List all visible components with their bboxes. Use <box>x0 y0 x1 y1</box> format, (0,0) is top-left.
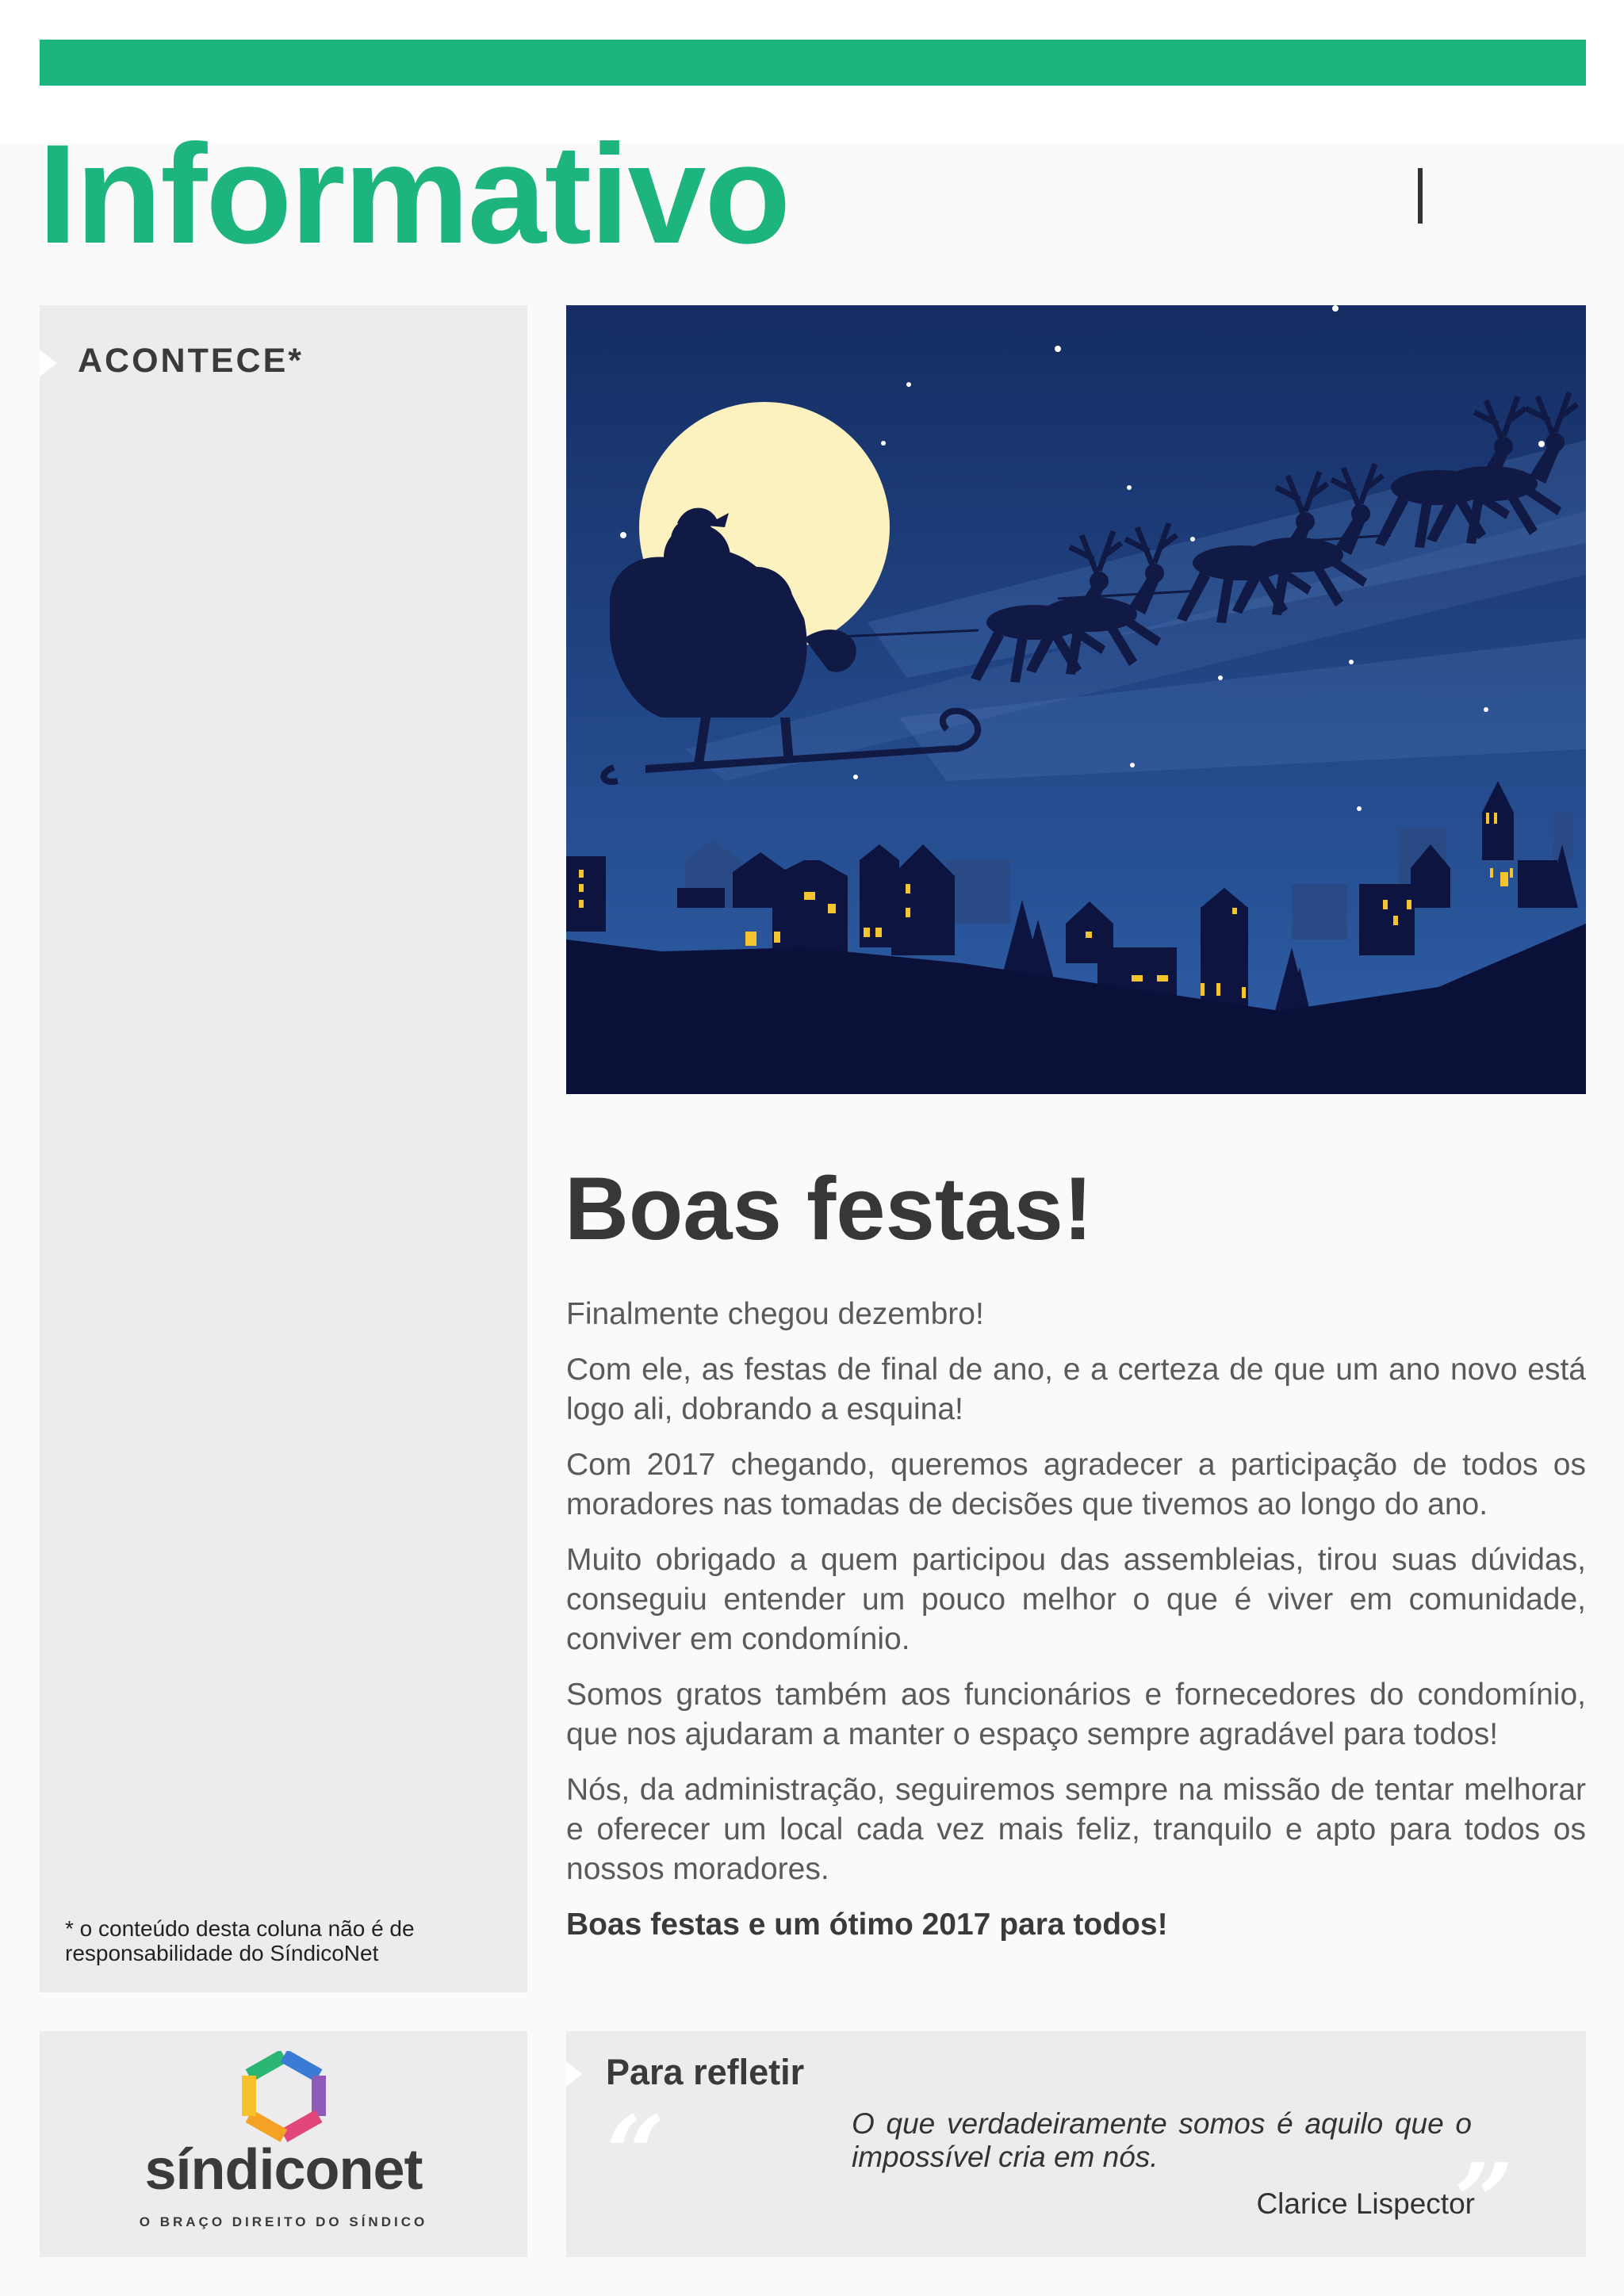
article-paragraph: Muito obrigado a quem participou das assembleias, tirou suas dúvidas, conseguiu entender um pouco melhor o que é viver em comunidade, conviver em condomínio. <box>566 1543 1586 1656</box>
sidebar-heading: ACONTECE* <box>78 342 304 380</box>
article-title: Boas festas! <box>565 1159 1094 1258</box>
open-quote-icon: “ <box>606 2093 665 2214</box>
brand-box <box>40 2031 527 2257</box>
article-body <box>566 1295 1586 1961</box>
article-paragraph: Finalmente chegou dezembro! <box>566 1297 984 1331</box>
reflection-heading: Para refletir <box>606 2052 805 2092</box>
reflection-box <box>566 2031 1586 2262</box>
brand-name: síndiconet <box>144 2138 423 2202</box>
christmas-illustration <box>566 305 1586 1094</box>
sidebar-column <box>40 305 527 1992</box>
article-paragraph: Nós, da administração, seguiremos sempre na missão de tentar melhorar e oferecer um local cada vez mais feliz, tranquilo e apto para todos os nossos moradores. <box>566 1773 1586 1886</box>
sidebar-arrow-marker <box>40 350 57 377</box>
article-paragraph: Com ele, as festas de final de ano, e a certeza de que um ano novo está logo ali, dobrando a esquina! <box>566 1353 1586 1426</box>
article-closing: Boas festas e um ótimo 2017 para todos! <box>566 1908 1168 1942</box>
sidebar-footnote: * o conteúdo desta coluna não é de responsabilidade do SíndicoNet <box>65 1916 415 1965</box>
newsletter-title: Informativo <box>38 115 790 273</box>
sindiconet-logo-icon <box>240 2051 327 2142</box>
article-paragraph: Com 2017 chegando, queremos agradecer a participação de todos os moradores nas tomadas de decisões que tivemos ao longo do ano. <box>566 1448 1586 1521</box>
reflection-author: Clarice Lispector <box>1256 2187 1475 2220</box>
christmas-night-scene <box>566 305 1586 1094</box>
brand-tagline: O BRAÇO DIREITO DO SÍNDICO <box>139 2214 428 2229</box>
reflection-quote: O que verdadeiramente somos é aquilo que o impossível cria em nós. <box>852 2107 1472 2173</box>
reflection-arrow-marker <box>566 2061 582 2087</box>
article-paragraph: Somos gratos também aos funcionários e fornecedores do condomínio, que nos ajudaram a manter o espaço sempre agradável para todos! <box>566 1678 1586 1751</box>
header-divider <box>1418 168 1423 224</box>
close-quote-icon: ” <box>1454 2141 1514 2262</box>
header-accent-bar <box>40 40 1586 86</box>
